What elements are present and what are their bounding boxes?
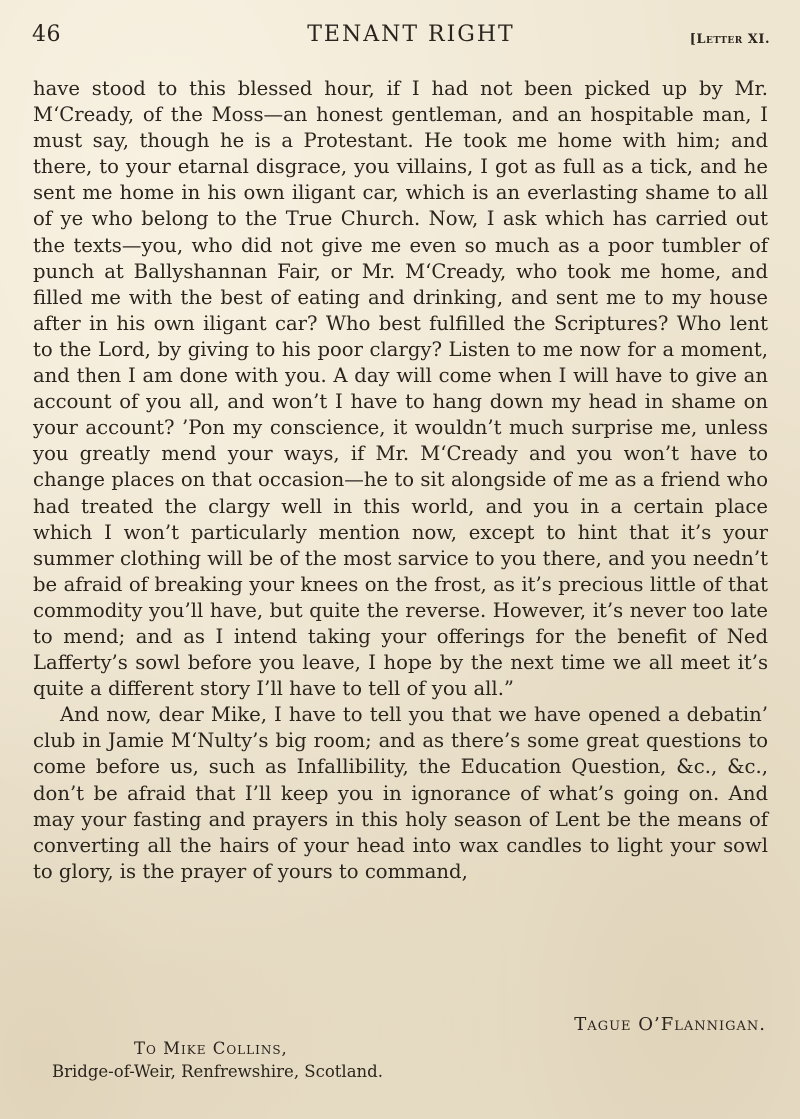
- address-location-line: Bridge-of-Weir, Renfrewshire, Scotland.: [52, 1062, 383, 1081]
- letter-reference: [Letter XI.: [689, 32, 770, 47]
- page-header: [32, 22, 770, 56]
- address-block: [52, 1037, 383, 1083]
- paragraph-2: And now, dear Mike, I have to tell you that we have opened a debatin’ club in Jamie M‘Nulty’s big room; and as there’s some great questions to come before us, such as Infallibility, the Education Question, &c., &c., don’t be afraid that I’ll keep you in ignorance of what’s going on. And may your fasting and prayers in this holy season of Lent be the means of converting all the hairs of your head into wax candles to light your sowl to glory, is the prayer of yours to command,: [33, 703, 768, 883]
- address-to-line: To Mike Collins,: [134, 1039, 288, 1058]
- running-title: TENANT RIGHT: [307, 22, 515, 47]
- letter-body: [33, 76, 768, 885]
- signature: Tague O’Flannigan.: [574, 1014, 766, 1035]
- paragraph-1: have stood to this blessed hour, if I had not been picked up by Mr. M‘Cready, of the Moss—an honest gentleman, and an hospitable man, I must say, though he is a Protestant. He took me home with him; and there, to your etarnal disgrace, you villains, I got as full as a tick, and he sent me home in his own iligant car, which is an everlasting shame to all of ye who belong to the True Church. Now, I ask which has carried out the texts—you, who did not give me even so much as a poor tumbler of punch at Ballyshannan Fair, or Mr. M‘Cready, who took me home, and filled me with the best of eating and drinking, and sent me to my house after in his own iligant car? Who best fulfilled the Scriptures? Who lent to the Lord, by giving to his poor clargy? Listen to me now for a moment, and then I am done with you. A day will come when I will have to give an account of you all, and won’t I have to hang down my head in shame on your account? ’Pon my conscience, it wouldn’t much surprise me, unless you greatly mend your ways, if Mr. M‘Cready and you won’t have to change places on that occasion—he to sit alongside of me as a friend who had treated the clargy well in this world, and you in a certain place which I won’t particularly mention now, except to hint that it’s your summer clothing will be of the most sarvice to you there, and you needn’t be afraid of breaking your knees on the frost, as it’s precious little of that commodity you’ll have, but quite the reverse. However, it’s never too late to mend; and as I intend taking your offerings for the benefit of Ned Lafferty’s sowl before you leave, I hope by the next time we all meet it’s quite a different story I’ll have to tell of you all.”: [33, 77, 768, 701]
- page-number: 46: [32, 22, 61, 47]
